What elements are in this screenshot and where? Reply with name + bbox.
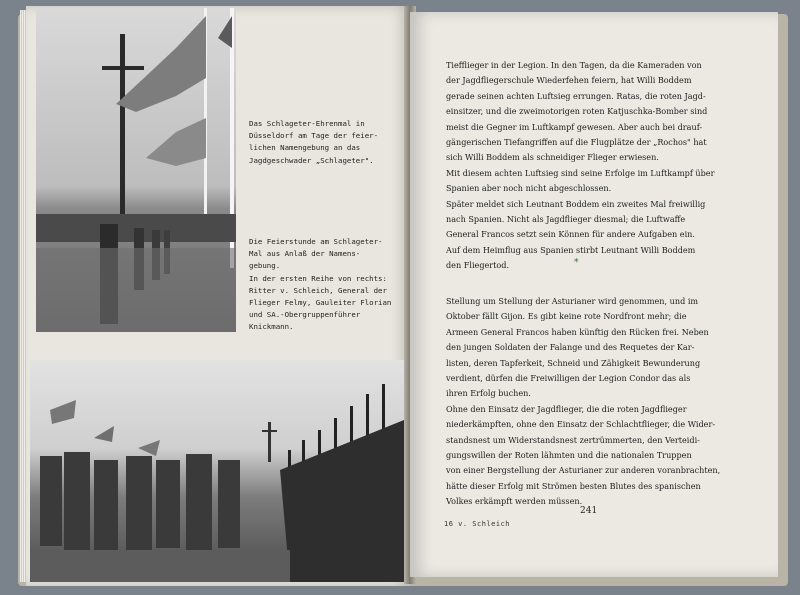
caption-line: Mal aus Anlaß der Namens- [249,249,361,259]
caption-line: Flieger Felmy, Gauleiter Florian [249,298,392,308]
text-line: der Jagdfliegerschule Wiederfehen feiern, hat Willi Boddem [446,75,692,86]
caption-line: Düsseldorf am Tage der feier- [249,131,379,141]
text-line: Stellung um Stellung der Asturianer wird genommen, und im [446,296,699,306]
photo-caption-memorial [249,118,379,167]
text-line: verdient, dürfen die Freiwilligen der Legion Condor das als [446,373,691,384]
caption-line: lichen Namengebung an das [249,143,361,153]
photo-ceremony-parade [30,360,404,582]
text-line: Volkes erkämpft werden müssen. [446,496,583,507]
text-line: gängerischen Tiefangriffen auf die Flugplätze der „Rochos" hat [446,137,707,148]
paragraph-boddem [446,58,766,274]
text-line: Später meldet sich Leutnant Boddem ein zweites Mal freiwillig [446,198,706,209]
text-line: hätte dieser Erfolg mit Strömen besten Blutes des spanischen [446,480,701,491]
text-line: Armeen General Francos haben künftig den Rücken frei. Neben [446,326,709,337]
text-line: Auf dem Heimflug aus Spanien stirbt Leutnant Willi Boddem [446,244,696,255]
paragraph-asturias [446,294,766,510]
caption-line: Jagdgeschwader „Schlageter". [249,155,374,165]
signature-note: 16 v. Schleich [444,520,511,528]
caption-line: Die Feierstunde am Schlageter- [249,237,383,246]
text-line: Oktober fällt Gijon. Es gibt keine rote Nordfront mehr; die [446,311,687,322]
text-line: sich Willi Boddem als schneidiger Flieger erwiesen. [446,152,659,163]
text-line: gerade seinen achten Luftsieg errungen. Ratas, die roten Jagd- [446,90,706,101]
caption-line: gebung. [249,261,281,271]
photo-memorial-flags [36,8,236,332]
text-line: einsitzer, und die zweimotorigen roten Katjuschka-Bomber sind [446,106,708,117]
caption-line: Knickmann. [249,322,294,332]
text-line: standsnest um Widerstandsnest zertrümmerten, den Verteidi- [446,434,700,445]
photo-caption-ceremony [249,236,395,334]
text-line: gungswillen der Roten lähmten und die nationalen Truppen [446,450,692,461]
caption-line: In der ersten Reihe von rechts: [249,273,387,283]
caption-line: und SA.-Obergruppenführer [249,310,361,320]
text-line: Mit diesem achten Luftsieg sind seine Erfolge im Luftkampf über [446,167,715,178]
text-line: Ohne den Einsatz der Jagdflieger, die die roten Jagdflieger [446,403,687,414]
text-line: niederkämpften, ohne den Einsatz der Schlachtflieger, die Wider- [446,419,716,430]
page-number: 241 [580,506,598,516]
text-line: von einer Bergstellung der Asturianer zur anderen voranbrachten, [446,465,721,476]
text-line: Tiefflieger in der Legion. In den Tagen, da die Kameraden von [446,60,702,70]
text-line: den jungen Soldaten der Falange und des Requetes der Kar- [446,342,695,353]
text-line: General Francos setzt sein Können für andere Aufgaben ein. [446,229,695,240]
section-ornament: * [574,258,579,268]
text-line: den Fliegertod. [446,260,510,271]
caption-line: Ritter v. Schleich, General der [249,285,387,295]
text-line: ihren Erfolg buchen. [446,388,531,399]
text-line: listen, deren Tapferkeit, Schneid und Zähigkeit Bewunderung [446,357,701,368]
text-line: Spanien aber noch nicht abgeschlossen. [446,183,612,194]
text-line: meist die Gegner im Luftkampf gewesen. Aber auch bei drauf- [446,121,703,132]
caption-line: Das Schlageter-Ehrenmal in [249,119,365,128]
text-line: nach Spanien. Nicht als Jagdflieger diesmal; die Luftwaffe [446,214,686,225]
